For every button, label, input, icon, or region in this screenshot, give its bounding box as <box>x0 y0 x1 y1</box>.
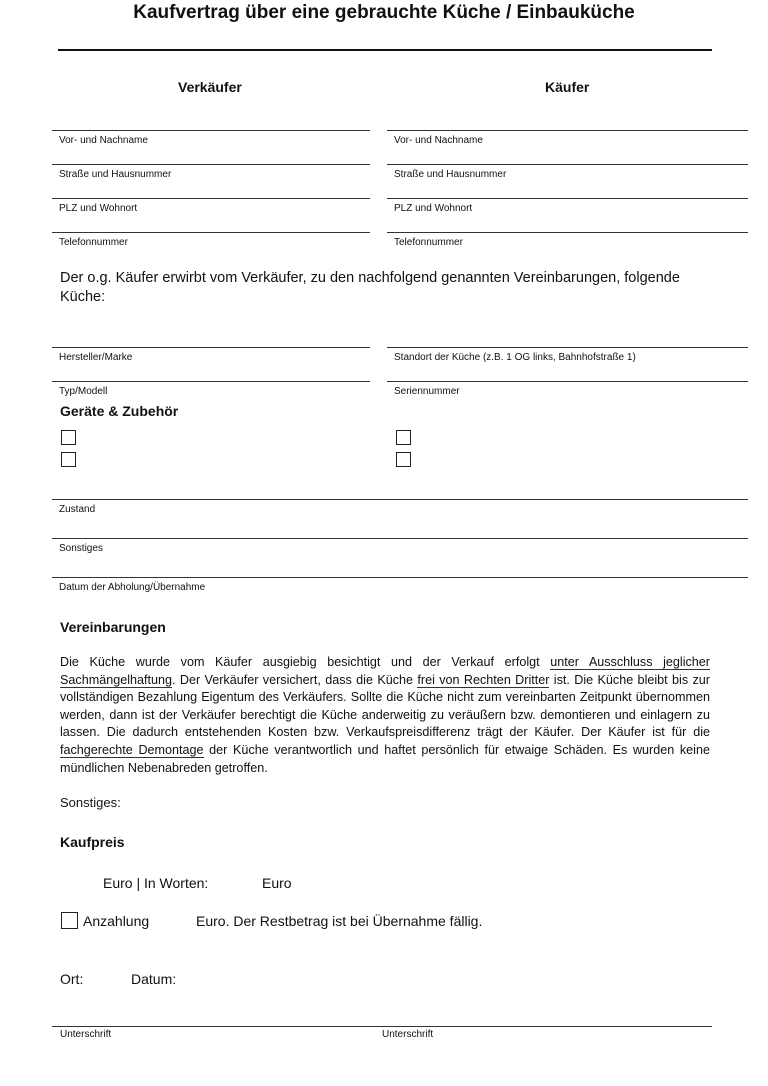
deposit-text: Euro. Der Restbetrag ist bei Übernahme fällig. <box>196 913 483 929</box>
field-label: Telefonnummer <box>394 237 463 248</box>
field-label: PLZ und Wohnort <box>394 203 473 214</box>
dismantling-link[interactable]: fachgerechte Demontage <box>60 742 204 757</box>
accessory-checkbox[interactable] <box>61 452 76 467</box>
misc-label: Sonstiges: <box>60 795 121 810</box>
field-label: Straße und Hausnummer <box>394 169 507 180</box>
deposit-checkbox[interactable] <box>61 912 78 929</box>
buyer-city-field[interactable] <box>387 198 748 214</box>
accessory-checkbox[interactable] <box>396 452 411 467</box>
buyer-signature-label: Unterschrift <box>382 1029 434 1040</box>
field-label: Hersteller/Marke <box>59 352 133 363</box>
buyer-heading: Käufer <box>545 79 590 95</box>
accessories-heading: Geräte & Zubehör <box>60 403 179 419</box>
agreements-text-part: Die Küche wurde vom Käufer ausgiebig besichtigt und der Verkauf erfolgt <box>60 655 551 669</box>
field-label: Typ/Modell <box>59 386 108 397</box>
field-label: Vor- und Nachname <box>59 135 148 146</box>
pickup-date-field[interactable] <box>52 577 748 593</box>
serial-field[interactable] <box>387 381 748 397</box>
field-label: Vor- und Nachname <box>394 135 483 146</box>
seller-city-field[interactable] <box>52 198 370 214</box>
document-title: Kaufvertrag über eine gebrauchte Küche / Einbauküche <box>133 2 635 23</box>
field-label: Straße und Hausnummer <box>59 169 172 180</box>
model-field[interactable] <box>52 381 370 397</box>
deposit-label: Anzahlung <box>83 913 150 929</box>
seller-street-field[interactable] <box>52 164 370 180</box>
euro-words-label: Euro | In Worten: <box>103 875 209 891</box>
buyer-phone-field[interactable] <box>387 232 748 248</box>
intro-text: Der o.g. Käufer erwirbt vom Verkäufer, zu den nachfolgend genannten Vereinbarungen, folgende Küche: <box>60 270 680 305</box>
agreements-text-part: der Küche verantwortlich und haftet persönlich für etwaige Schäden. Es wurden keine mündlichen Nebenabreden getroffen. <box>60 742 710 775</box>
accessory-checkbox[interactable] <box>61 430 76 445</box>
misc-field[interactable] <box>52 538 748 554</box>
field-label: Sonstiges <box>59 543 103 554</box>
buyer-name-field[interactable] <box>387 130 748 146</box>
field-label: Seriennummer <box>394 386 460 397</box>
field-label: Telefonnummer <box>59 237 128 248</box>
seller-signature-label: Unterschrift <box>60 1029 112 1040</box>
field-label: Zustand <box>59 504 96 515</box>
manufacturer-field[interactable] <box>52 347 370 363</box>
agreements-heading: Vereinbarungen <box>60 619 166 635</box>
agreements-text-part: ist. Die Küche bleibt bis zur vollständigen Bezahlung Eigentum des Verkäufers. Sollte die Küche nicht zum vereinbarten Zeitpunkt übernommen werden, dann ist der Verkäufer berechtigt die Küche anderweitig zu veräußern bzw. demontieren und einlagern zu lassen. Die dadurch entstehenden Kosten bzw. Verkaufspreisdifferenz trägt der Käufer. Der Käufer ist für die <box>60 672 710 740</box>
price-heading: Kaufpreis <box>60 834 125 850</box>
agreements-text-part: . Der Verkäufer versichert, dass die Küche <box>172 672 418 687</box>
liability-exclusion-link[interactable]: unter Ausschluss jeglicher Sachmängelhaftung <box>60 655 710 687</box>
location-field[interactable] <box>387 347 748 363</box>
title-divider <box>58 49 712 51</box>
third-party-rights-link[interactable]: frei von Rechten Dritter <box>417 672 550 687</box>
field-label: Datum der Abholung/Übernahme <box>59 582 206 593</box>
date-label: Datum: <box>131 971 177 987</box>
place-label: Ort: <box>60 971 84 987</box>
seller-name-field[interactable] <box>52 130 370 146</box>
field-label: PLZ und Wohnort <box>59 203 138 214</box>
agreements-text <box>60 654 710 777</box>
buyer-street-field[interactable] <box>387 164 748 180</box>
euro-label: Euro <box>262 875 292 891</box>
field-label: Standort der Küche (z.B. 1 OG links, Bahnhofstraße 1) <box>394 352 636 363</box>
signature-line[interactable] <box>52 1026 712 1027</box>
accessory-checkbox[interactable] <box>396 430 411 445</box>
seller-phone-field[interactable] <box>52 232 370 248</box>
condition-field[interactable] <box>52 499 748 515</box>
seller-heading: Verkäufer <box>178 79 242 95</box>
